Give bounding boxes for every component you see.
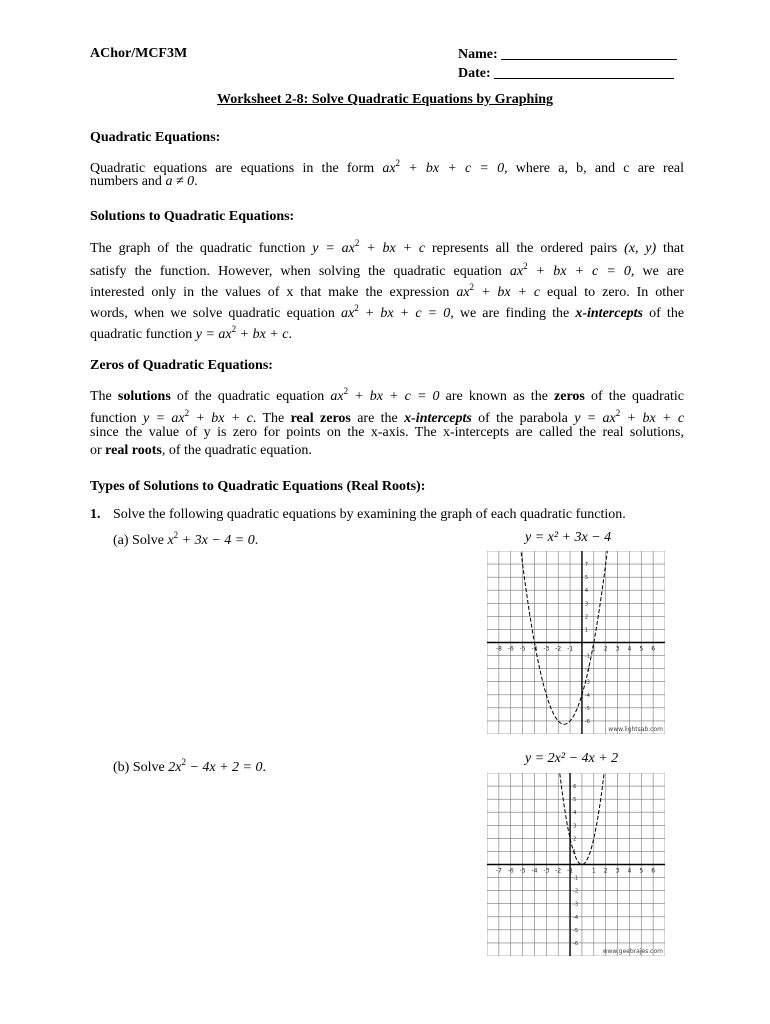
paragraph-line: or real roots, of the quadratic equation. (90, 443, 312, 458)
y-tick-label: -3 (573, 901, 579, 908)
x-tick-label: -4 (531, 867, 538, 875)
x-tick-label: 4 (627, 645, 632, 653)
x-tick-label: 1 (591, 867, 596, 875)
x-tick-label: -7 (495, 867, 502, 875)
x-tick-label: -6 (507, 645, 514, 653)
y-tick-label: -6 (573, 940, 579, 947)
y-tick-label: 3 (573, 823, 577, 830)
graph-b (487, 773, 665, 956)
paragraph-line: function $y = ax^2$ + bx + c. The real zeros are the x-intercepts of the parabola $y = ax^2$ + bx + c (90, 408, 685, 426)
question-text: Solve the following quadratic equations by examining the graph of each quadratic function. (113, 507, 626, 522)
y-tick-label: 3 (584, 601, 589, 608)
paragraph-line: The solutions of the quadratic equation $ax^2$ + bx + c = 0 are known as the zeros of the quadratic (90, 386, 685, 404)
y-tick-label: -1 (573, 875, 579, 882)
x-tick-label: 5 (639, 645, 644, 653)
x-tick-label: 6 (651, 645, 656, 653)
x-tick-label: 1 (591, 645, 596, 653)
x-tick-label: 6 (651, 867, 656, 875)
x-tick-label: 5 (639, 867, 644, 875)
y-tick-label: -5 (584, 705, 590, 712)
x-tick-label: 4 (627, 867, 632, 875)
y-tick-label: 4 (573, 810, 577, 817)
date-field (458, 65, 674, 82)
heading-solutions: Solutions to Quadratic Equations: (90, 209, 295, 224)
x-tick-label: -3 (543, 645, 550, 653)
date-label: Date: (458, 66, 491, 81)
y-tick-label: -2 (584, 666, 590, 673)
x-tick-label: -4 (531, 645, 538, 653)
x-tick-label: 3 (615, 645, 620, 653)
graph-b-title: y = 2x² − 4x + 2 (525, 751, 619, 766)
graph-a-title: y = x² + 3x − 4 (525, 530, 612, 545)
y-tick-label: 1 (573, 849, 577, 856)
paragraph-line: interested only in the values of x that make the expression $ax^2$ + bx + c equal to zero. In other (90, 282, 684, 300)
x-tick-label: -2 (555, 645, 562, 653)
question-number: 1. (90, 507, 101, 522)
paragraph-line: quadratic function $y = ax^2$ + bx + c. (90, 324, 292, 342)
y-tick-label: 6 (573, 784, 577, 791)
y-tick-label: -4 (573, 914, 579, 921)
heading-zeros: Zeros of Quadratic Equations: (90, 358, 273, 373)
name-field (458, 46, 677, 63)
x-tick-label: -1 (567, 867, 574, 875)
date-blank[interactable] (494, 65, 674, 79)
graph-b-watermark: www.geebrajes.com (602, 948, 663, 955)
name-blank[interactable] (501, 46, 677, 60)
y-tick-label: -6 (584, 718, 590, 725)
x-tick-label: 2 (603, 867, 608, 875)
x-tick-label: 3 (615, 867, 620, 875)
paragraph-line: satisfy the function. However, when solving the quadratic equation $ax^2$ + bx + c = 0, we are (90, 261, 684, 279)
y-tick-label: 5 (584, 575, 589, 582)
course-code: AChor/MCF3M (90, 46, 188, 61)
x-tick-label: -1 (567, 645, 574, 653)
y-tick-label: -4 (584, 692, 590, 699)
part-b-prompt: (b) Solve $2x^2 - 4x + 2 = 0$. (113, 757, 266, 775)
graph-a-watermark: www.lightsab.com (608, 726, 663, 733)
x-tick-label: -6 (507, 867, 514, 875)
y-tick-label: -1 (584, 653, 590, 660)
y-tick-label: -5 (573, 927, 579, 934)
y-tick-label: 1 (584, 627, 589, 634)
heading-types: Types of Solutions to Quadratic Equations (Real Roots): (90, 479, 426, 494)
x-tick-label: -2 (555, 867, 562, 875)
paragraph-line: Quadratic equations are equations in the form $ax^2$ + bx + c = 0, where a, b, and c are real (90, 158, 684, 176)
x-tick-label: 2 (603, 645, 608, 653)
paragraph-line: numbers and a ≠ 0. (90, 174, 198, 189)
y-tick-label: 7 (584, 562, 589, 569)
y-tick-label: -2 (573, 888, 579, 895)
x-tick-label: -8 (495, 645, 502, 653)
y-tick-label: 5 (573, 797, 577, 804)
graph-a (487, 551, 665, 734)
paragraph-line: since the value of y is zero for points on the x-axis. The x-intercepts are called the real solutions, (90, 425, 684, 440)
y-tick-label: -3 (584, 679, 590, 686)
name-label: Name: (458, 47, 498, 62)
x-tick-label: -5 (519, 867, 526, 875)
heading-quadratic-equations: Quadratic Equations: (90, 130, 221, 145)
y-tick-label: 2 (584, 614, 589, 621)
y-tick-label: 2 (573, 836, 577, 843)
y-tick-label: 4 (584, 588, 589, 595)
worksheet-title: Worksheet 2-8: Solve Quadratic Equations by Graphing (216, 92, 554, 107)
x-tick-label: -5 (519, 645, 526, 653)
paragraph-line: The graph of the quadratic function $y = ax^2$ + bx + c represents all the ordered pairs (x, y) that (90, 238, 685, 256)
x-tick-label: -3 (543, 867, 550, 875)
paragraph-line: words, when we solve quadratic equation $ax^2$ + bx + c = 0, we are finding the x-intercepts of the (90, 303, 685, 321)
part-a-prompt: (a) Solve $x^2 + 3x - 4 = 0$. (113, 530, 259, 548)
